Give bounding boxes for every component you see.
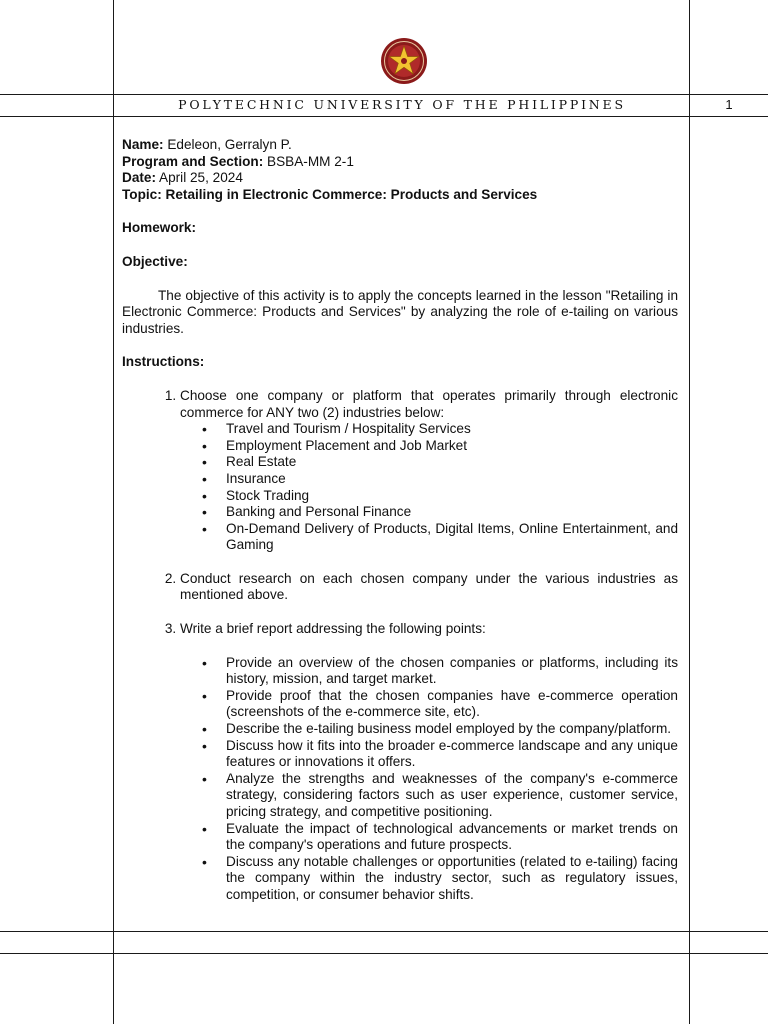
industry-item: • On-Demand Delivery of Products, Digital Items, Online Entertainment, and Gaming: [226, 521, 678, 554]
program-value: BSBA-MM 2-1: [263, 153, 354, 169]
report-point: • Discuss any notable challenges or opportunities (related to e-tailing) facing the company within the industry sector, such as regulatory issues, competition, or consumer behavior shifts.: [226, 854, 678, 904]
industry-item: • Travel and Tourism / Hospitality Services: [226, 421, 678, 438]
footer-top-line: [0, 931, 768, 932]
date-label: Date:: [122, 170, 156, 186]
report-point: • Evaluate the impact of technological advancements or market trends on the company's operations and future prospects.: [226, 821, 678, 854]
report-point: • Provide an overview of the chosen companies or platforms, including its history, mission, and target market.: [226, 655, 678, 688]
name-line: [122, 137, 678, 154]
industry-item: • Real Estate: [226, 454, 678, 471]
report-point: • Describe the e-tailing business model employed by the company/platform.: [226, 721, 678, 738]
program-line: [122, 154, 678, 171]
topic-line: Topic: Retailing in Electronic Commerce: Products and Services: [122, 186, 538, 202]
instruction-step-text: Choose one company or platform that operates primarily through electronic commerce for ANY two (2) industries below:: [180, 387, 678, 420]
instruction-step: [180, 388, 678, 554]
date-value: April 25, 2024: [156, 170, 243, 186]
instruction-step-text: Write a brief report addressing the following points:: [180, 621, 486, 637]
instructions-list: [122, 388, 678, 904]
header-bottom-line: [0, 116, 768, 117]
page-number: 1: [725, 97, 733, 112]
left-margin-line: [113, 0, 114, 1024]
pup-seal-icon: [380, 37, 428, 85]
industry-item: • Employment Placement and Job Market: [226, 438, 678, 455]
footer-bottom-line: [0, 953, 768, 954]
industry-item: • Insurance: [226, 471, 678, 488]
industry-item: • Banking and Personal Finance: [226, 504, 678, 521]
program-label: Program and Section:: [122, 153, 264, 169]
instruction-step-text: Conduct research on each chosen company under the various industries as mentioned above.: [180, 570, 678, 603]
report-points-list: [180, 655, 678, 904]
objective-text: The objective of this activity is to apply the concepts learned in the lesson "Retailing in Electronic Commerce: Products and Services" by analyzing the role of e-tailing on various industries.: [122, 287, 678, 336]
name-label: Name:: [122, 137, 164, 152]
report-point: • Provide proof that the chosen companies have e-commerce operation (screenshots of the e-commerce site, etc).: [226, 688, 678, 721]
instructions-heading: Instructions:: [122, 354, 205, 370]
date-line: [122, 170, 678, 187]
name-value: Edeleon, Gerralyn P.: [163, 137, 292, 152]
report-point: • Discuss how it fits into the broader e-commerce landscape and any unique features or innovations it offers.: [226, 738, 678, 771]
industry-item: • Stock Trading: [226, 488, 678, 505]
document-body: [122, 137, 678, 904]
right-margin-line: [689, 0, 690, 1024]
industry-list: [180, 421, 678, 554]
homework-heading: Homework:: [122, 220, 197, 236]
objective-heading: Objective:: [122, 253, 188, 269]
instruction-step: [180, 621, 678, 904]
instruction-step: [180, 571, 678, 604]
university-name: POLYTECHNIC UNIVERSITY OF THE PHILIPPINES: [178, 97, 626, 112]
report-point: • Analyze the strengths and weaknesses of the company's e-commerce strategy, considering factors such as user experience, customer service, pricing strategy, and competitive positioning.: [226, 771, 678, 821]
